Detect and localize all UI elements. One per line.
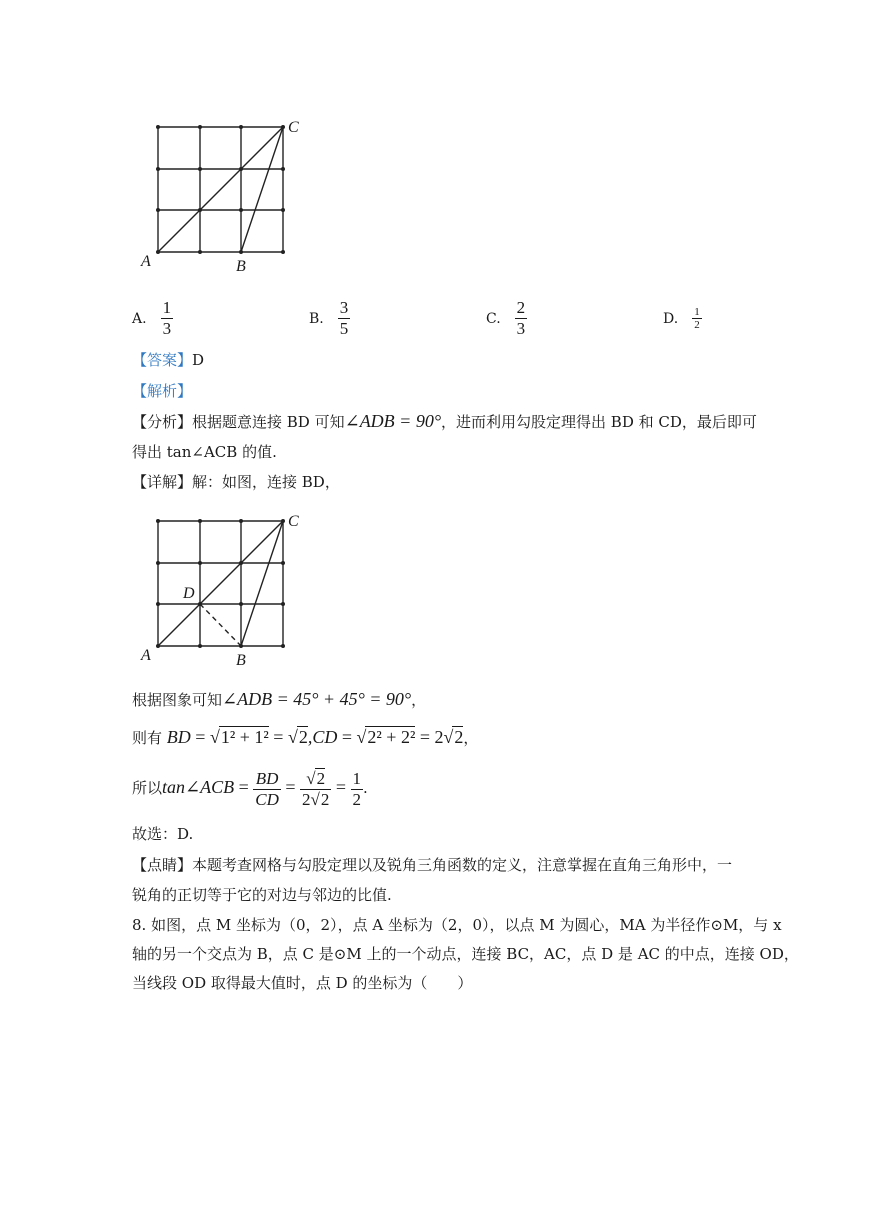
step-1: 根据图象可知∠ADB = 45° + 45° = 90°， (132, 689, 427, 709)
fenxi-line-1: 【分析】根据题意连接 BD 可知∠ADB = 90°，进而利用勾股定理得出 BD 和 CD，最后即可 (132, 411, 757, 431)
figure-grid-1 (138, 115, 308, 275)
analysis-header: 【解析】 (132, 382, 193, 400)
option-b: B. $\frac{3}{5}$ (309, 298, 349, 338)
fenxi-line-2: 得出 tan∠ACB 的值. (132, 443, 277, 461)
xiangjie-tag: 【详解】 (132, 473, 193, 491)
step-3: 所以tan∠ACB = $\frac{BD}{CD}$ = $\frac{√2}{2√2}$ = $\frac{1}{2}$ . (132, 768, 368, 809)
point-d-label-2: D (183, 585, 195, 602)
point-b-label: B (236, 258, 246, 275)
dianjing-line-1: 【点睛】本题考查网格与勾股定理以及锐角三角函数的定义，注意掌握在直角三角形中，一 (132, 856, 733, 874)
point-c-label-2: C (288, 513, 299, 530)
conclusion: 故选：D. (132, 825, 194, 843)
option-a: A. $\frac{1}{3}$ (132, 298, 172, 338)
q8-line-2: 轴的另一个交点为 B，点 C 是⊙M 上的一个动点，连接 BC，AC，点 D 是 AC 的中点，连接 OD， (132, 945, 799, 963)
q8-line-1: 8. 如图，点 M 坐标为（0，2），点 A 坐标为（2，0），以点 M 为圆心，MA 为半径作⊙M，与 x (132, 916, 782, 934)
sqrt-1-1: 1² + 1² (220, 727, 269, 747)
point-a-label: A (141, 253, 151, 270)
point-c-label: C (288, 119, 299, 136)
option-d: D. $\frac{1}{2}$ (663, 306, 700, 331)
fenxi-tag: 【分析】 (132, 413, 193, 431)
answer-value: D (192, 351, 205, 369)
figure-grid-2 (138, 509, 308, 674)
sqrt-2-2: 2² + 2² (367, 727, 416, 747)
answer-tag: 【答案】 (132, 351, 193, 369)
point-b-label-2: B (236, 652, 246, 669)
fenxi-math: ∠ADB = 90° (344, 411, 442, 431)
step-2: 则有 BD = √1² + 1² = √2,CD = √2² + 2² = 2√2， (132, 727, 479, 747)
dianjing-tag: 【点睛】 (132, 856, 193, 874)
answer-line (132, 350, 204, 370)
point-a-label-2: A (141, 647, 151, 664)
q8-line-3: 当线段 OD 取得最大值时，点 D 的坐标为（ ） (132, 974, 473, 992)
step-1-math: ∠ADB = 45° + 45° = 90° (222, 689, 412, 709)
xiangjie-line: 【详解】解：如图，连接 BD， (132, 473, 340, 491)
dianjing-line-2: 锐角的正切等于它的对边与邻边的比值. (132, 886, 392, 904)
dashed-segment-bd (200, 604, 241, 646)
option-c: C. $\frac{2}{3}$ (486, 298, 526, 338)
